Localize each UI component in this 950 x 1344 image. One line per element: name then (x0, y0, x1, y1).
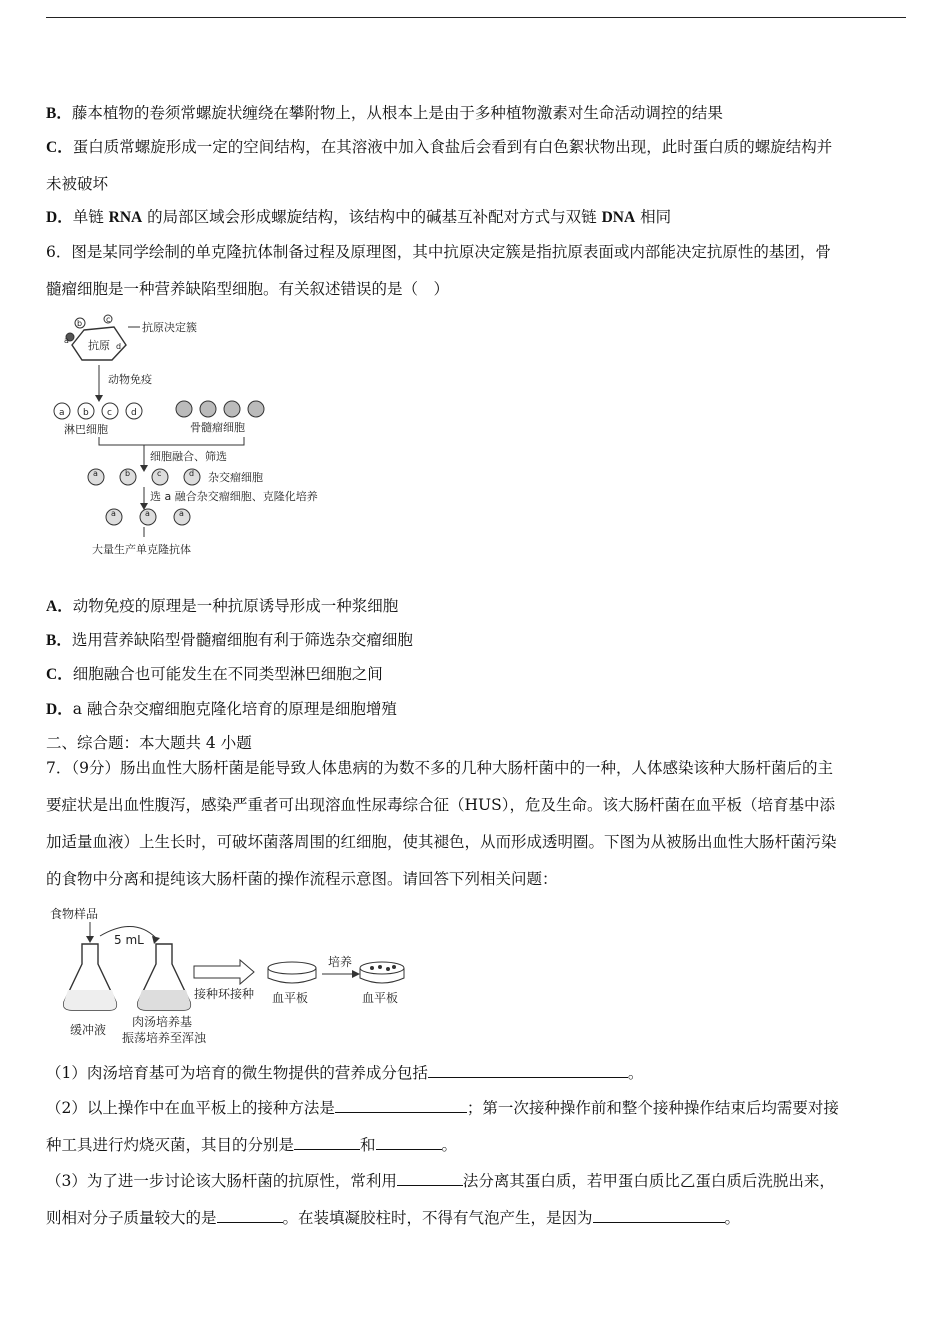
colonies (370, 965, 396, 971)
question-text: 。 (724, 1209, 741, 1227)
svg-text:a: a (145, 509, 150, 518)
bacteria-isolation-figure (44, 898, 414, 1046)
q6-option-b (46, 630, 413, 651)
q7-stem-line1: 7．（9分）肠出血性大肠杆菌是能导致人体患病的为数不多的几种大肠杆菌中的一种，人体感染该种大肠杆菌后的主 (46, 759, 833, 777)
svg-text:c: c (157, 469, 162, 478)
plate2-body (360, 968, 404, 983)
arrow-head (86, 936, 94, 943)
answer-blank[interactable] (593, 1207, 725, 1223)
plate2-top (360, 962, 404, 974)
option-letter: D． (46, 209, 73, 226)
option-text: 单链 (72, 208, 109, 226)
svg-text:c: c (107, 408, 112, 418)
q6-option-c (46, 664, 383, 685)
epitope-letter-d: d (116, 342, 122, 351)
dna-term: DNA (601, 209, 636, 226)
volume-label: 5 mL (114, 933, 144, 947)
option-text: 动物免疫的原理是一种抗原诱导形成一种浆细胞 (72, 597, 399, 615)
q5-option-c (46, 137, 832, 158)
q5-option-c-cont: 未被破坏 (46, 175, 109, 193)
answer-blank[interactable] (397, 1170, 463, 1186)
svg-text:a: a (59, 408, 65, 418)
option-letter: B． (46, 632, 72, 649)
svg-text:a: a (111, 509, 116, 518)
answer-blank[interactable] (335, 1097, 467, 1113)
broth-label: 肉汤培养基 (132, 1015, 193, 1029)
hybridoma-label: 杂交瘤细胞 (208, 471, 263, 484)
svg-text:a: a (179, 509, 184, 518)
arrow-head (152, 936, 160, 944)
option-text: 相同 (635, 208, 672, 226)
myeloma-label: 骨髓瘤细胞 (190, 421, 245, 434)
q7-stem-line2: 要症状是出血性腹泻，感染严重者可出现溶血性尿毒综合征（HUS），危及生命。该大肠杆菌在血平板（培育基中添 (46, 796, 835, 814)
inoculate-arrow (194, 960, 254, 984)
myeloma-row (176, 401, 264, 417)
question-text: 。 (627, 1064, 644, 1082)
option-letter: B． (46, 105, 72, 122)
q7-part3-cont (46, 1207, 740, 1228)
epitope-label: 抗原决定簇 (142, 321, 197, 334)
epitope-letter-a: a (64, 336, 69, 345)
rna-term: RNA (108, 209, 143, 226)
q7-stem-line3: 加适量血液）上生长时，可破坏菌落周围的红细胞，使其褪色，从而形成透明圈。下图为从被肠出血性大肠杆菌污染 (46, 833, 837, 851)
plate1-body (268, 968, 316, 983)
q5-option-d (46, 207, 671, 228)
plate1-label: 血平板 (272, 991, 309, 1005)
svg-text:a: a (93, 469, 98, 478)
step-fusion: 细胞融合、筛选 (150, 450, 227, 463)
answer-blank[interactable] (217, 1207, 283, 1223)
plate2-label: 血平板 (362, 991, 399, 1005)
question-text: 种工具进行灼烧灭菌，其目的分别是 (46, 1136, 295, 1154)
svg-text:d: d (131, 408, 137, 418)
q6-stem-line2: 髓瘤细胞是一种营养缺陷型细胞。有关叙述错误的是（ ） (46, 280, 450, 298)
buffer-label: 缓冲液 (70, 1023, 107, 1037)
option-text: a 融合杂交瘤细胞克隆化培育的原理是细胞增殖 (72, 700, 397, 718)
question-text: 。在装填凝胶柱时，不得有气泡产生，是因为 (282, 1209, 593, 1227)
option-text: 选用营养缺陷型骨髓瘤细胞有利于筛选杂交瘤细胞 (71, 631, 413, 649)
arrow-head (352, 970, 360, 978)
option-letter: C． (46, 666, 73, 683)
option-letter: A． (46, 598, 73, 615)
option-text: 藤本植物的卷须常螺旋状缠绕在攀附物上，从根本上是由于多种植物激素对生命活动调控的结果 (71, 104, 723, 122)
question-text: 则相对分子质量较大的是 (46, 1209, 217, 1227)
question-text: ；第一次接种操作前和整个接种操作结束后均需要对接 (466, 1099, 839, 1117)
question-text: 法分离其蛋白质，若甲蛋白质比乙蛋白质后洗脱出来， (462, 1172, 835, 1190)
option-text: 蛋白质常螺旋形成一定的空间结构，在其溶液中加入食盐后会看到有白色絮状物出现，此时蛋白质的螺旋结构并 (72, 138, 833, 156)
fusion-bracket (99, 437, 244, 445)
q7-part2-cont (46, 1134, 457, 1155)
question-text: 。 (441, 1136, 458, 1154)
question-text: （3）为了进一步讨论该大肠杆菌的抗原性，常利用 (46, 1172, 397, 1190)
epitope-letter-c: c (106, 315, 111, 324)
broth-liquid (138, 990, 191, 1010)
buffer-liquid (64, 990, 117, 1010)
plate1-top (268, 962, 316, 974)
q7-part3 (46, 1170, 835, 1191)
inoculate-label: 接种环接种 (194, 987, 255, 1001)
answer-blank[interactable] (428, 1062, 628, 1078)
step-clone: 选 a 融合杂交瘤细胞、克隆化培养 (150, 490, 318, 503)
final-product: 大量生产单克隆抗体 (92, 543, 191, 556)
svg-text:b: b (83, 408, 89, 418)
antigen-label: 抗原 (88, 339, 110, 352)
q7-part1 (46, 1062, 643, 1083)
svg-text:d: d (189, 469, 195, 478)
food-sample-label: 食物样品 (50, 907, 99, 921)
header-rule (46, 17, 906, 18)
monoclonal-antibody-figure (44, 305, 344, 565)
answer-blank[interactable] (376, 1134, 442, 1150)
question-text: （2）以上操作中在血平板上的接种方法是 (46, 1099, 335, 1117)
q6-option-d (46, 699, 397, 720)
arrow-head (95, 395, 103, 402)
lymphocyte-row (54, 403, 142, 419)
q6-option-a (46, 596, 398, 617)
question-text: 和 (360, 1136, 376, 1154)
step-immunize: 动物免疫 (108, 373, 152, 386)
broth-shake-label: 振荡培养至浑浊 (122, 1031, 207, 1045)
lymphocyte-label: 淋巴细胞 (64, 423, 108, 436)
question-text: （1）肉汤培育基可为培育的微生物提供的营养成分包括 (46, 1064, 428, 1082)
option-text: 的局部区域会形成螺旋结构，该结构中的碱基互补配对方式与双链 (142, 208, 602, 226)
q6-stem-line1: 6．图是某同学绘制的单克隆抗体制备过程及原理图，其中抗原决定簇是指抗原表面或内部能决定抗原性的基团，骨 (46, 243, 831, 261)
answer-blank[interactable] (294, 1134, 360, 1150)
culture-label: 培养 (328, 955, 353, 969)
q7-part2 (46, 1097, 839, 1118)
option-text: 细胞融合也可能发生在不同类型淋巴细胞之间 (72, 665, 383, 683)
arrow-head (140, 465, 148, 472)
epitope-letter-b: b (77, 319, 83, 328)
q7-stem-line4: 的食物中分离和提纯该大肠杆菌的操作流程示意图。请回答下列相关问题： (46, 870, 558, 888)
section-heading: 二、综合题：本大题共 4 小题 (46, 734, 252, 752)
q5-option-b (46, 103, 723, 124)
option-letter: D． (46, 701, 73, 718)
svg-text:b: b (125, 469, 131, 478)
clone-row (106, 509, 190, 525)
option-letter: C． (46, 139, 73, 156)
